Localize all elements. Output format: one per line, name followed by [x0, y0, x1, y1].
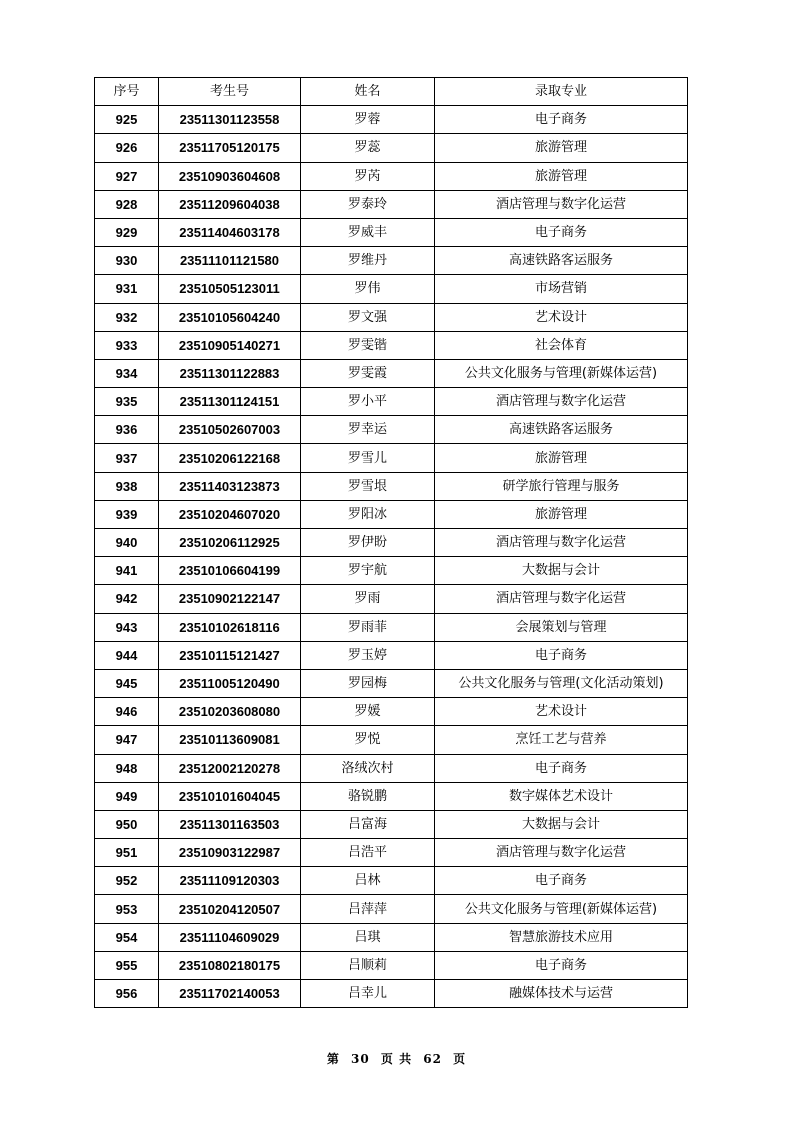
cell-name: 吕富海 — [301, 810, 435, 838]
table-row — [95, 247, 688, 275]
table-row — [95, 951, 688, 979]
cell-serial: 927 — [95, 162, 159, 190]
cell-major: 电子商务 — [435, 106, 688, 134]
cell-name: 罗园梅 — [301, 669, 435, 697]
table-row — [95, 613, 688, 641]
header-candidate-id: 考生号 — [159, 78, 301, 106]
cell-name: 吕萍萍 — [301, 895, 435, 923]
cell-name: 罗泰玲 — [301, 190, 435, 218]
cell-serial: 938 — [95, 472, 159, 500]
cell-major: 高速铁路客运服务 — [435, 416, 688, 444]
cell-candidate-id: 23511104609029 — [159, 923, 301, 951]
cell-major: 电子商务 — [435, 867, 688, 895]
cell-candidate-id: 23510905140271 — [159, 331, 301, 359]
cell-major: 艺术设计 — [435, 698, 688, 726]
cell-serial: 955 — [95, 951, 159, 979]
cell-candidate-id: 23512002120278 — [159, 754, 301, 782]
cell-serial: 945 — [95, 669, 159, 697]
table-row — [95, 359, 688, 387]
table-header-row — [95, 78, 688, 106]
admission-table — [94, 77, 688, 1008]
cell-major: 会展策划与管理 — [435, 613, 688, 641]
cell-serial: 930 — [95, 247, 159, 275]
cell-major: 电子商务 — [435, 951, 688, 979]
table-row — [95, 923, 688, 951]
cell-name: 罗威丰 — [301, 218, 435, 246]
cell-serial: 951 — [95, 839, 159, 867]
cell-candidate-id: 23510903122987 — [159, 839, 301, 867]
cell-serial: 940 — [95, 529, 159, 557]
cell-candidate-id: 23511005120490 — [159, 669, 301, 697]
cell-serial: 929 — [95, 218, 159, 246]
cell-candidate-id: 23511403123873 — [159, 472, 301, 500]
cell-candidate-id: 23510102618116 — [159, 613, 301, 641]
cell-serial: 949 — [95, 782, 159, 810]
cell-serial: 946 — [95, 698, 159, 726]
cell-major: 社会体育 — [435, 331, 688, 359]
cell-major: 旅游管理 — [435, 444, 688, 472]
cell-candidate-id: 23510206112925 — [159, 529, 301, 557]
table-row — [95, 388, 688, 416]
table-row — [95, 980, 688, 1008]
cell-candidate-id: 23510204120507 — [159, 895, 301, 923]
table-row — [95, 726, 688, 754]
table-row — [95, 839, 688, 867]
cell-major: 旅游管理 — [435, 134, 688, 162]
table-row — [95, 416, 688, 444]
cell-major: 旅游管理 — [435, 162, 688, 190]
cell-candidate-id: 23511301123558 — [159, 106, 301, 134]
cell-name: 罗蕊 — [301, 134, 435, 162]
cell-serial: 935 — [95, 388, 159, 416]
cell-serial: 939 — [95, 500, 159, 528]
cell-candidate-id: 23510203608080 — [159, 698, 301, 726]
cell-name: 罗阳冰 — [301, 500, 435, 528]
cell-name: 吕幸儿 — [301, 980, 435, 1008]
cell-name: 罗雪儿 — [301, 444, 435, 472]
cell-major: 旅游管理 — [435, 500, 688, 528]
cell-name: 骆锐鹏 — [301, 782, 435, 810]
footer-page-number: 30 — [351, 1052, 370, 1066]
cell-candidate-id: 23510206122168 — [159, 444, 301, 472]
table-row — [95, 134, 688, 162]
table-row — [95, 585, 688, 613]
cell-name: 洛绒次村 — [301, 754, 435, 782]
cell-name: 罗雯锴 — [301, 331, 435, 359]
cell-candidate-id: 23511109120303 — [159, 867, 301, 895]
cell-major: 艺术设计 — [435, 303, 688, 331]
cell-name: 罗伟 — [301, 275, 435, 303]
table-row — [95, 331, 688, 359]
table-row — [95, 472, 688, 500]
cell-major: 酒店管理与数字化运营 — [435, 529, 688, 557]
cell-candidate-id: 23510106604199 — [159, 557, 301, 585]
cell-name: 罗维丹 — [301, 247, 435, 275]
cell-candidate-id: 23511209604038 — [159, 190, 301, 218]
cell-serial: 952 — [95, 867, 159, 895]
cell-serial: 925 — [95, 106, 159, 134]
cell-candidate-id: 23511705120175 — [159, 134, 301, 162]
cell-candidate-id: 23510115121427 — [159, 641, 301, 669]
table-row — [95, 557, 688, 585]
cell-major: 烹饪工艺与营养 — [435, 726, 688, 754]
table-row — [95, 641, 688, 669]
cell-serial: 937 — [95, 444, 159, 472]
cell-candidate-id: 23510113609081 — [159, 726, 301, 754]
cell-major: 公共文化服务与管理(新媒体运营) — [435, 359, 688, 387]
cell-serial: 936 — [95, 416, 159, 444]
cell-serial: 948 — [95, 754, 159, 782]
cell-candidate-id: 23510105604240 — [159, 303, 301, 331]
table-row — [95, 782, 688, 810]
header-name: 姓名 — [301, 78, 435, 106]
cell-serial: 942 — [95, 585, 159, 613]
page-footer — [0, 1050, 793, 1067]
cell-serial: 943 — [95, 613, 159, 641]
footer-total-pages: 62 — [423, 1052, 442, 1066]
cell-candidate-id: 23511301122883 — [159, 359, 301, 387]
cell-major: 数字媒体艺术设计 — [435, 782, 688, 810]
footer-suffix: 页 — [453, 1052, 467, 1066]
cell-serial: 931 — [95, 275, 159, 303]
cell-serial: 947 — [95, 726, 159, 754]
cell-candidate-id: 23511101121580 — [159, 247, 301, 275]
header-serial: 序号 — [95, 78, 159, 106]
cell-name: 罗蓉 — [301, 106, 435, 134]
table-row — [95, 444, 688, 472]
table-row — [95, 529, 688, 557]
cell-candidate-id: 23510802180175 — [159, 951, 301, 979]
cell-major: 研学旅行管理与服务 — [435, 472, 688, 500]
table-row — [95, 190, 688, 218]
table-row — [95, 895, 688, 923]
cell-name: 罗媛 — [301, 698, 435, 726]
cell-name: 罗雨 — [301, 585, 435, 613]
cell-name: 罗伊盼 — [301, 529, 435, 557]
cell-serial: 934 — [95, 359, 159, 387]
cell-serial: 953 — [95, 895, 159, 923]
cell-serial: 941 — [95, 557, 159, 585]
cell-major: 融媒体技术与运营 — [435, 980, 688, 1008]
cell-candidate-id: 23510902122147 — [159, 585, 301, 613]
table-row — [95, 275, 688, 303]
cell-major: 电子商务 — [435, 754, 688, 782]
cell-serial: 954 — [95, 923, 159, 951]
table-row — [95, 218, 688, 246]
cell-name: 吕琪 — [301, 923, 435, 951]
cell-major: 智慧旅游技术应用 — [435, 923, 688, 951]
cell-name: 罗幸运 — [301, 416, 435, 444]
cell-name: 罗文强 — [301, 303, 435, 331]
cell-name: 罗小平 — [301, 388, 435, 416]
cell-serial: 933 — [95, 331, 159, 359]
cell-serial: 956 — [95, 980, 159, 1008]
cell-major: 电子商务 — [435, 641, 688, 669]
cell-serial: 950 — [95, 810, 159, 838]
cell-name: 吕顺莉 — [301, 951, 435, 979]
footer-mid: 页 共 — [380, 1052, 413, 1066]
cell-major: 酒店管理与数字化运营 — [435, 388, 688, 416]
table-row — [95, 303, 688, 331]
cell-name: 罗宇航 — [301, 557, 435, 585]
cell-candidate-id: 23511301163503 — [159, 810, 301, 838]
table-row — [95, 810, 688, 838]
cell-major: 大数据与会计 — [435, 810, 688, 838]
footer-prefix: 第 — [326, 1052, 340, 1066]
cell-name: 罗悦 — [301, 726, 435, 754]
cell-serial: 926 — [95, 134, 159, 162]
cell-name: 罗雪垠 — [301, 472, 435, 500]
cell-major: 市场营销 — [435, 275, 688, 303]
table-row — [95, 754, 688, 782]
cell-major: 公共文化服务与管理(文化活动策划) — [435, 669, 688, 697]
header-major: 录取专业 — [435, 78, 688, 106]
cell-candidate-id: 23511404603178 — [159, 218, 301, 246]
cell-major: 公共文化服务与管理(新媒体运营) — [435, 895, 688, 923]
table-row — [95, 698, 688, 726]
cell-name: 罗芮 — [301, 162, 435, 190]
cell-serial: 932 — [95, 303, 159, 331]
cell-name: 吕林 — [301, 867, 435, 895]
table-row — [95, 669, 688, 697]
cell-major: 酒店管理与数字化运营 — [435, 190, 688, 218]
table-body — [95, 106, 688, 1008]
cell-major: 大数据与会计 — [435, 557, 688, 585]
cell-candidate-id: 23510204607020 — [159, 500, 301, 528]
table-row — [95, 106, 688, 134]
cell-major: 电子商务 — [435, 218, 688, 246]
table-row — [95, 500, 688, 528]
cell-major: 高速铁路客运服务 — [435, 247, 688, 275]
cell-name: 罗雨菲 — [301, 613, 435, 641]
table-row — [95, 162, 688, 190]
cell-major: 酒店管理与数字化运营 — [435, 585, 688, 613]
cell-serial: 944 — [95, 641, 159, 669]
cell-serial: 928 — [95, 190, 159, 218]
cell-name: 罗雯霞 — [301, 359, 435, 387]
cell-name: 罗玉婷 — [301, 641, 435, 669]
table-row — [95, 867, 688, 895]
cell-major: 酒店管理与数字化运营 — [435, 839, 688, 867]
cell-name: 吕浩平 — [301, 839, 435, 867]
cell-candidate-id: 23511702140053 — [159, 980, 301, 1008]
cell-candidate-id: 23510502607003 — [159, 416, 301, 444]
cell-candidate-id: 23511301124151 — [159, 388, 301, 416]
cell-candidate-id: 23510903604608 — [159, 162, 301, 190]
cell-candidate-id: 23510101604045 — [159, 782, 301, 810]
cell-candidate-id: 23510505123011 — [159, 275, 301, 303]
